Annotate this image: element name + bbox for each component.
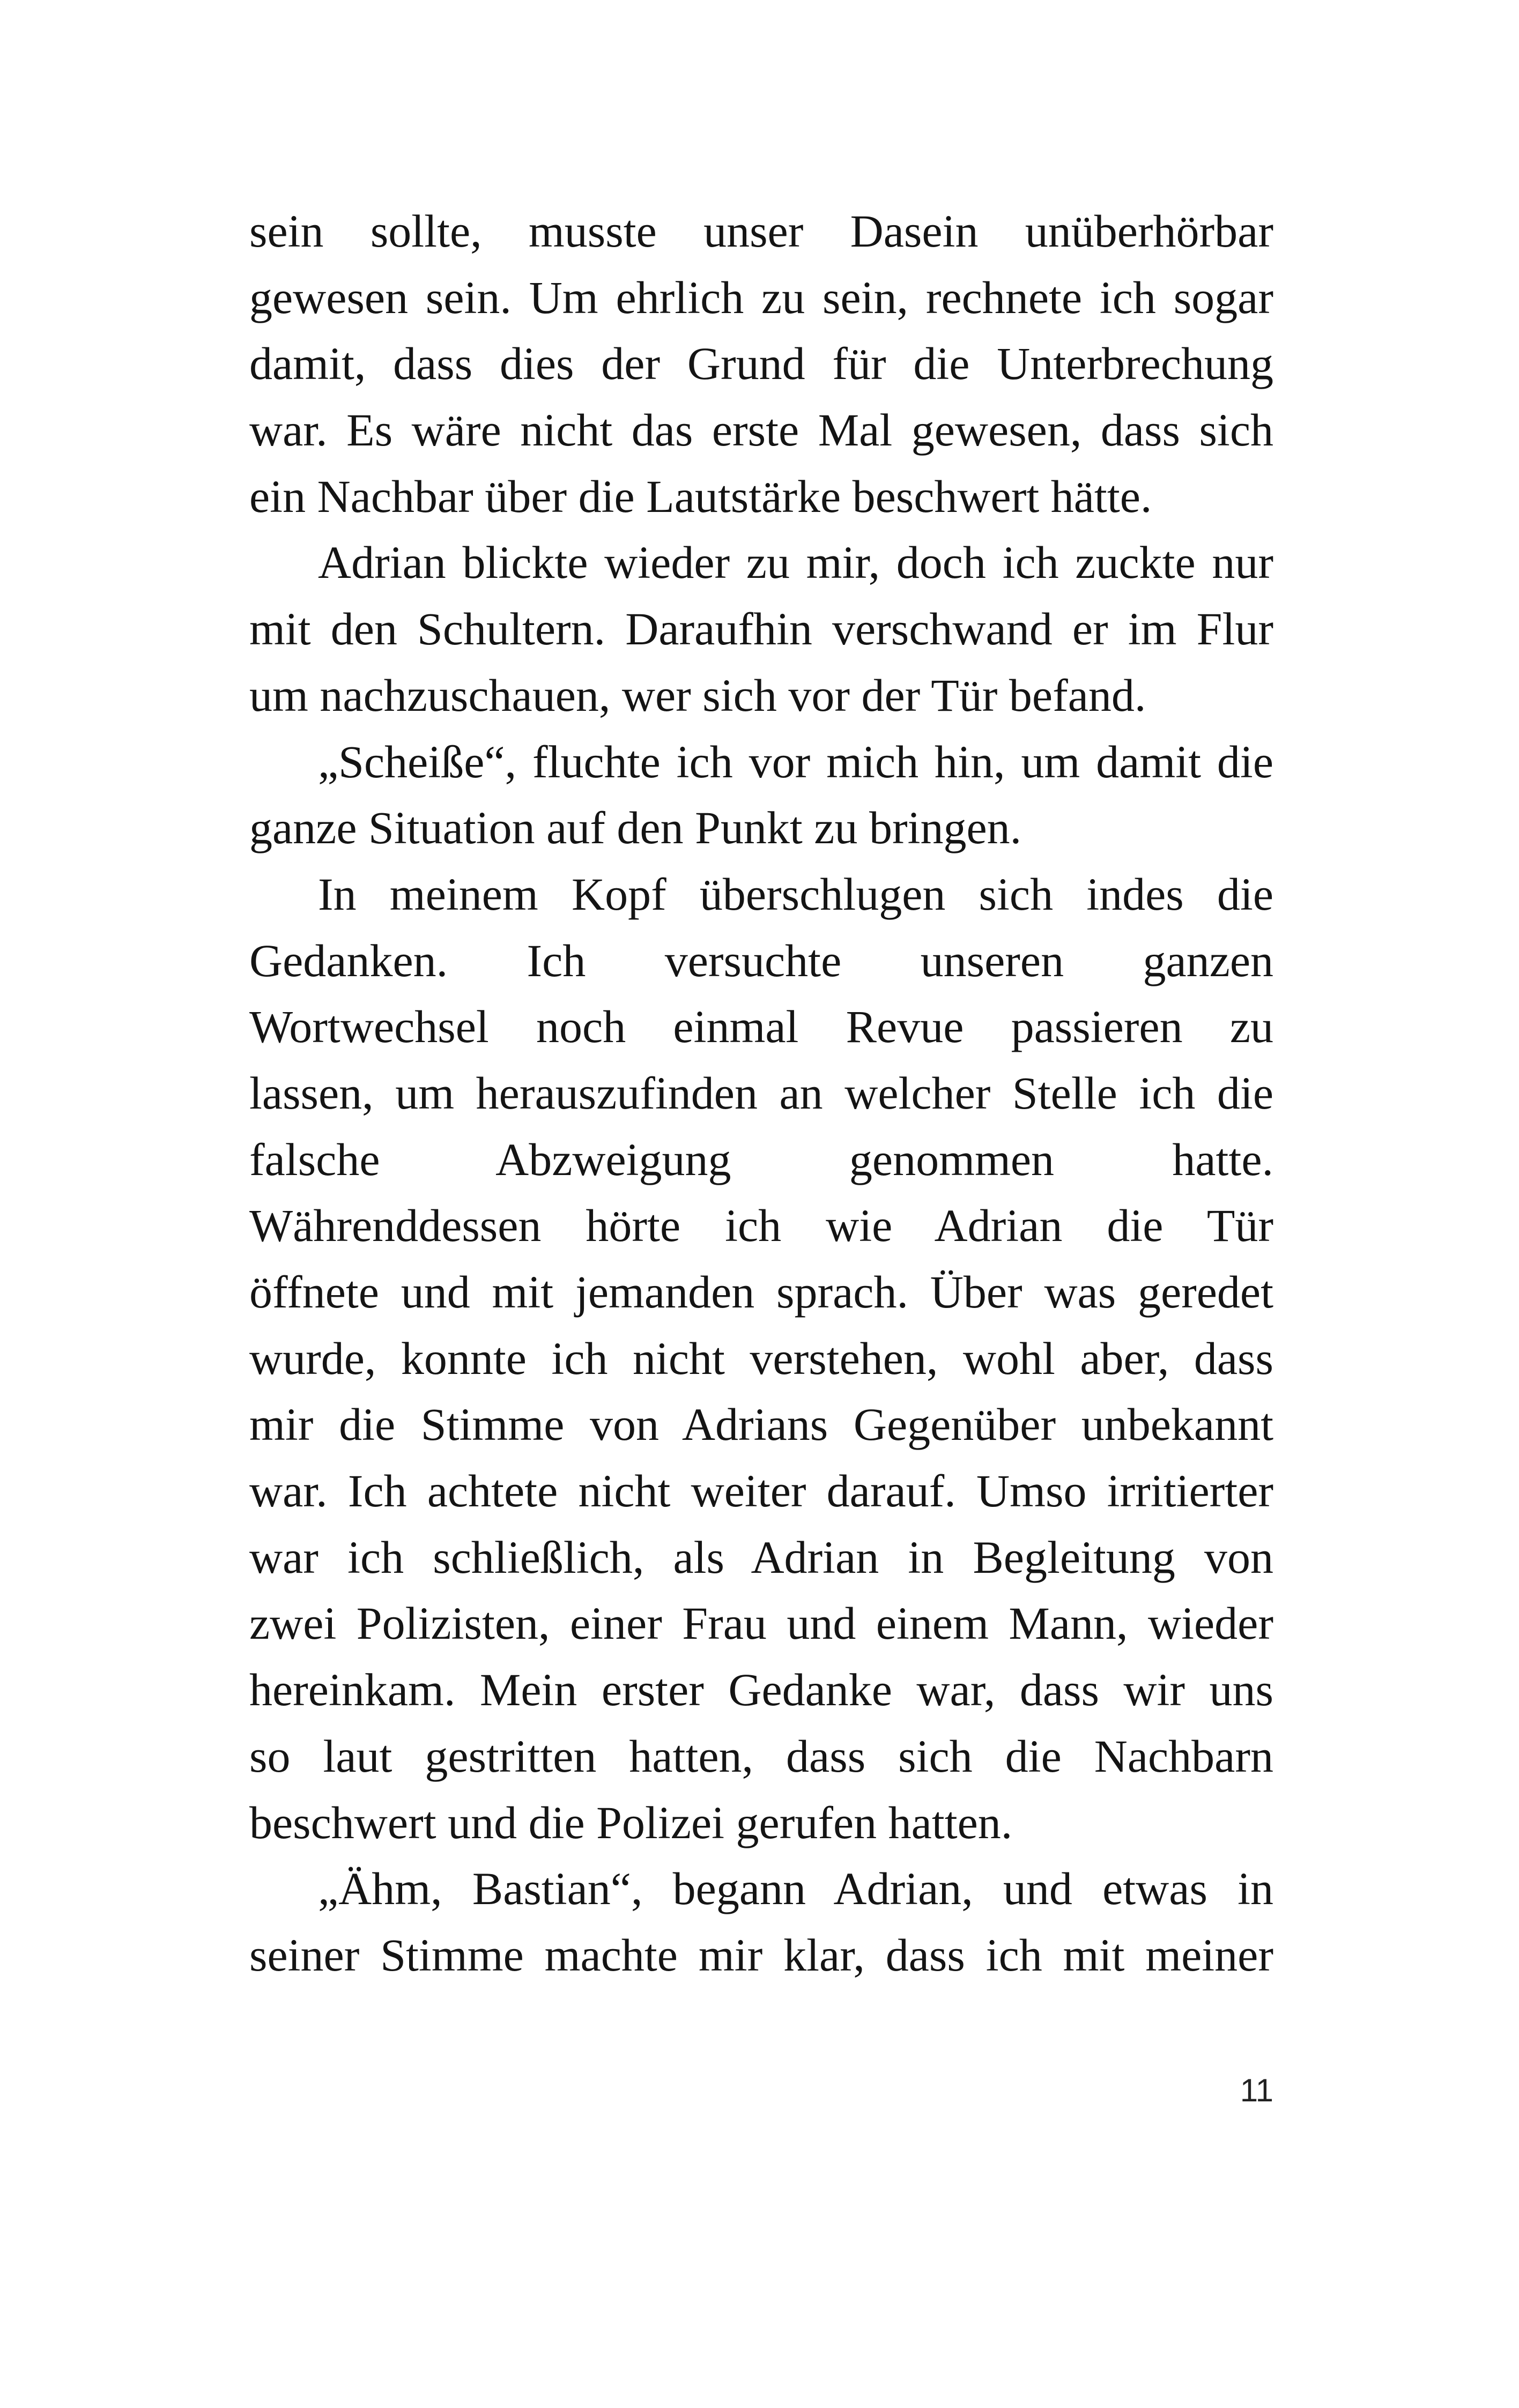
text-line: In meinem Kopf überschlugen sich indes die <box>318 868 1273 920</box>
text-line: war. Ich achtete nicht weiter darauf. Umso irritierter <box>249 1465 1273 1517</box>
text-line: Gedanken. Ich versuchte unseren ganzen <box>249 934 1273 986</box>
text-line: zwei Polizisten, einer Frau und einem Mann, wieder <box>249 1597 1273 1649</box>
text-line: ganze Situation auf den Punkt zu bringen. <box>249 802 1022 854</box>
text-line: seiner Stimme machte mir klar, dass ich mit meiner <box>249 1929 1273 1981</box>
text-line: lassen, um herauszufinden an welcher Stelle ich die <box>249 1067 1273 1119</box>
text-line: falsche Abzweigung genommen hatte. <box>249 1133 1273 1185</box>
text-line: ein Nachbar über die Lautstärke beschwert hätte. <box>249 470 1152 522</box>
text-line: damit, dass dies der Grund für die Unterbrechung <box>249 338 1273 390</box>
text-line: mit den Schultern. Daraufhin verschwand er im Flur <box>249 603 1273 655</box>
text-line: mir die Stimme von Adrians Gegenüber unbekannt <box>249 1399 1273 1451</box>
text-line: „Ähm, Bastian“, begann Adrian, und etwas in <box>318 1863 1273 1915</box>
text-line: öffnete und mit jemanden sprach. Über was geredet <box>249 1266 1273 1318</box>
text-line: wurde, konnte ich nicht verstehen, wohl aber, dass <box>249 1332 1273 1384</box>
page-number: 11 <box>1240 2072 1273 2108</box>
text-line: um nachzuschauen, wer sich vor der Tür befand. <box>249 669 1146 721</box>
text-line: Währenddessen hörte ich wie Adrian die Tür <box>249 1200 1273 1252</box>
text-line: gewesen sein. Um ehrlich zu sein, rechnete ich sogar <box>249 271 1273 323</box>
text-line: Wortwechsel noch einmal Revue passieren zu <box>249 1001 1273 1053</box>
text-line: so laut gestritten hatten, dass sich die Nachbarn <box>249 1730 1273 1782</box>
text-line: Adrian blickte wieder zu mir, doch ich zuckte nur <box>318 537 1273 589</box>
text-line: sein sollte, musste unser Dasein unüberhörbar <box>249 205 1273 257</box>
text-line: war. Es wäre nicht das erste Mal gewesen, dass sich <box>249 404 1273 456</box>
text-line: war ich schließlich, als Adrian in Begleitung von <box>249 1531 1273 1583</box>
text-line: beschwert und die Polizei gerufen hatten. <box>249 1796 1013 1848</box>
body-text <box>249 198 1273 1989</box>
text-line: hereinkam. Mein erster Gedanke war, dass wir uns <box>249 1664 1273 1716</box>
text-line: „Scheiße“, fluchte ich vor mich hin, um damit die <box>318 735 1273 787</box>
